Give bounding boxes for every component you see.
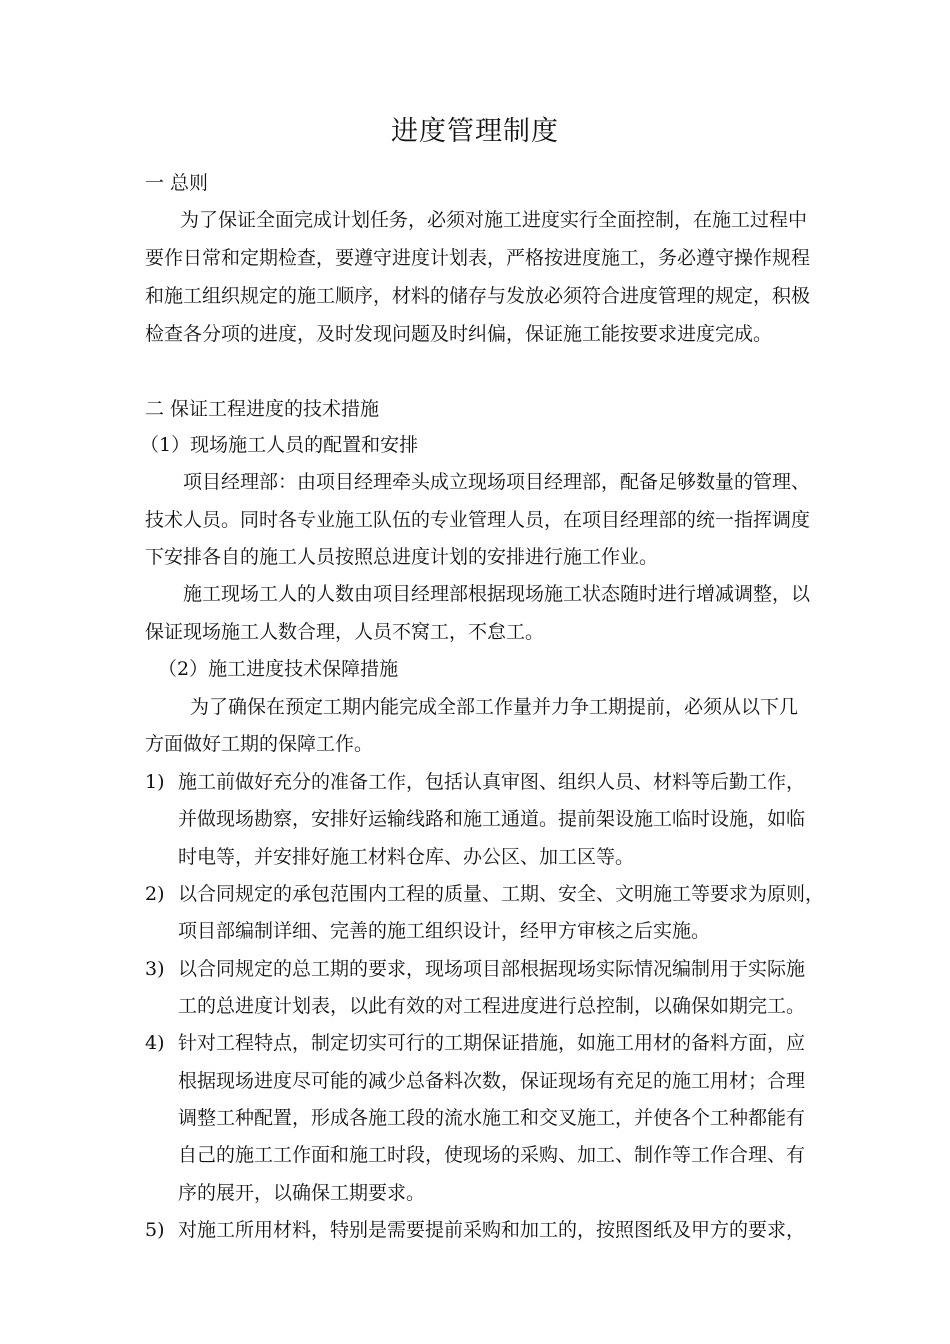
paragraph-line: 为了保证全面完成计划任务，必须对施工进度实行全面控制，在施工过程中 — [180, 209, 808, 231]
list-item-line: 以合同规定的总工期的要求，现场项目部根据现场实际情况编制用于实际施 — [178, 958, 806, 980]
paragraph-line: 项目经理部：由项目经理牵头成立现场项目经理部，配备足够数量的管理、 — [183, 471, 811, 493]
list-item-line: 根据现场进度尽可能的减少总备料次数，保证现场有充足的施工用材；合理 — [178, 1070, 806, 1092]
paragraph-line: 为了确保在预定工期内能完成全部工作量并力争工期提前，必须从以下几 — [190, 696, 799, 718]
subsection-heading: （2）施工进度技术保障措施 — [158, 658, 399, 680]
list-item-line: 工的总进度计划表，以此有效的对工程进度进行总控制，以确保如期完工。 — [178, 995, 806, 1017]
list-item-number: 3) — [145, 958, 165, 980]
list-item-line: 以合同规定的承包范围内工程的质量、工期、安全、文明施工等要求为原则， — [178, 883, 825, 905]
list-item-line: 自己的施工工作面和施工时段，使现场的采购、加工、制作等工作合理、有 — [178, 1144, 806, 1166]
paragraph-line: 下安排各自的施工人员按照总进度计划的安排进行施工作业。 — [145, 546, 659, 568]
section-heading: 二 保证工程进度的技术措施 — [145, 398, 380, 420]
paragraph-line: 要作日常和定期检查，要遵守进度计划表，严格按进度施工，务必遵守操作规程 — [145, 247, 811, 269]
list-item-number: 1) — [145, 771, 165, 793]
paragraph-line: 方面做好工期的保障工作。 — [145, 733, 374, 755]
list-item-number: 2) — [145, 883, 165, 905]
subsection-heading: （1）现场施工人员的配置和安排 — [140, 434, 419, 456]
list-item-line: 针对工程特点，制定切实可行的工期保证措施，如施工用材的备料方面，应 — [178, 1032, 806, 1054]
list-item-line: 对施工所用材料，特别是需要提前采购和加工的，按照图纸及甲方的要求， — [178, 1219, 806, 1241]
list-item-line: 施工前做好充分的准备工作，包括认真审图、组织人员、材料等后勤工作， — [178, 771, 806, 793]
list-item-line: 调整工种配置，形成各施工段的流水施工和交叉施工，并使各个工种都能有 — [178, 1107, 806, 1129]
paragraph-line: 技术人员。同时各专业施工队伍的专业管理人员，在项目经理部的统一指挥调度 — [145, 509, 811, 531]
section-heading: 一 总则 — [145, 172, 209, 194]
list-item-line: 并做现场勘察，安排好运输线路和施工通道。提前架设施工临时设施，如临 — [178, 808, 806, 830]
list-item-line: 项目部编制详细、完善的施工组织设计，经甲方审核之后实施。 — [178, 920, 711, 942]
list-item-line: 时电等，并安排好施工材料仓库、办公区、加工区等。 — [178, 846, 635, 868]
paragraph-line: 保证现场施工人数合理，人员不窝工，不怠工。 — [145, 621, 545, 643]
paragraph-line: 和施工组织规定的施工顺序，材料的储存与发放必须符合进度管理的规定，积极 — [145, 285, 811, 307]
document-title: 进度管理制度 — [391, 116, 559, 147]
list-item-number: 5) — [145, 1219, 165, 1241]
list-item-line: 序的展开，以确保工期要求。 — [178, 1182, 426, 1204]
list-item-number: 4) — [145, 1032, 165, 1054]
paragraph-line: 检查各分项的进度，及时发现问题及时纠偏，保证施工能按要求进度完成。 — [145, 323, 773, 345]
paragraph-line: 施工现场工人的人数由项目经理部根据现场施工状态随时进行增减调整，以 — [183, 583, 811, 605]
